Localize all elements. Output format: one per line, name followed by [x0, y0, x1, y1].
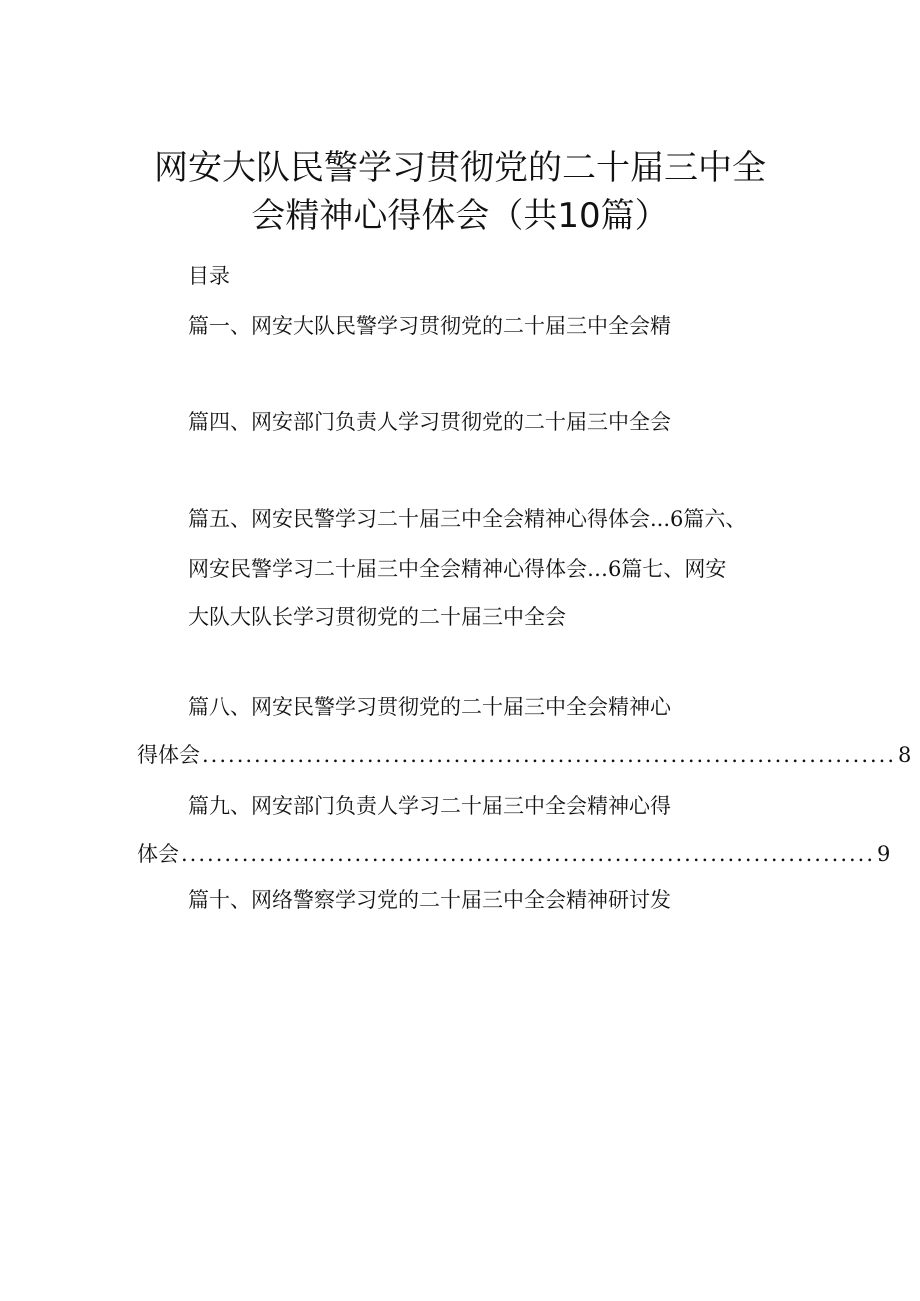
toc-entry-4-page-number: 8	[898, 743, 912, 767]
toc-entry-5-leader: ................................................................................	[181, 842, 876, 866]
toc-entry-1[interactable]: 篇一、网安大队民警学习贯彻党的二十届三中全会精	[188, 314, 671, 338]
toc-entry-5-line-2[interactable]	[137, 840, 891, 868]
toc-entry-3-line-1[interactable]: 篇五、网安民警学习二十届三中全会精神心得体会...6篇六、	[188, 507, 747, 531]
toc-entry-4-line-2[interactable]	[137, 741, 912, 769]
toc-entry-4-leader: ................................................................................	[202, 743, 897, 767]
document-title-line-2: 会精神心得体会（共10篇）	[251, 196, 669, 236]
toc-entry-5-line-1[interactable]: 篇九、网安部门负责人学习二十届三中全会精神心得	[188, 794, 671, 818]
toc-heading: 目录	[188, 264, 230, 288]
toc-entry-4-text: 得体会	[137, 743, 200, 767]
toc-entry-3-line-3[interactable]: 大队大队长学习贯彻党的二十届三中全会	[188, 605, 566, 629]
toc-entry-3-line-2[interactable]: 网安民警学习二十届三中全会精神心得体会…6篇七、网安	[188, 557, 727, 581]
document-title-line-1: 网安大队民警学习贯彻党的二十届三中全	[154, 148, 766, 188]
toc-entry-5-page-number: 9	[877, 842, 891, 866]
toc-entry-6[interactable]: 篇十、网络警察学习党的二十届三中全会精神研讨发	[188, 888, 671, 912]
toc-entry-4-line-1[interactable]: 篇八、网安民警学习贯彻党的二十届三中全会精神心	[188, 695, 671, 719]
toc-entry-2[interactable]: 篇四、网安部门负责人学习贯彻党的二十届三中全会	[188, 410, 671, 434]
toc-entry-5-text: 体会	[137, 842, 179, 866]
